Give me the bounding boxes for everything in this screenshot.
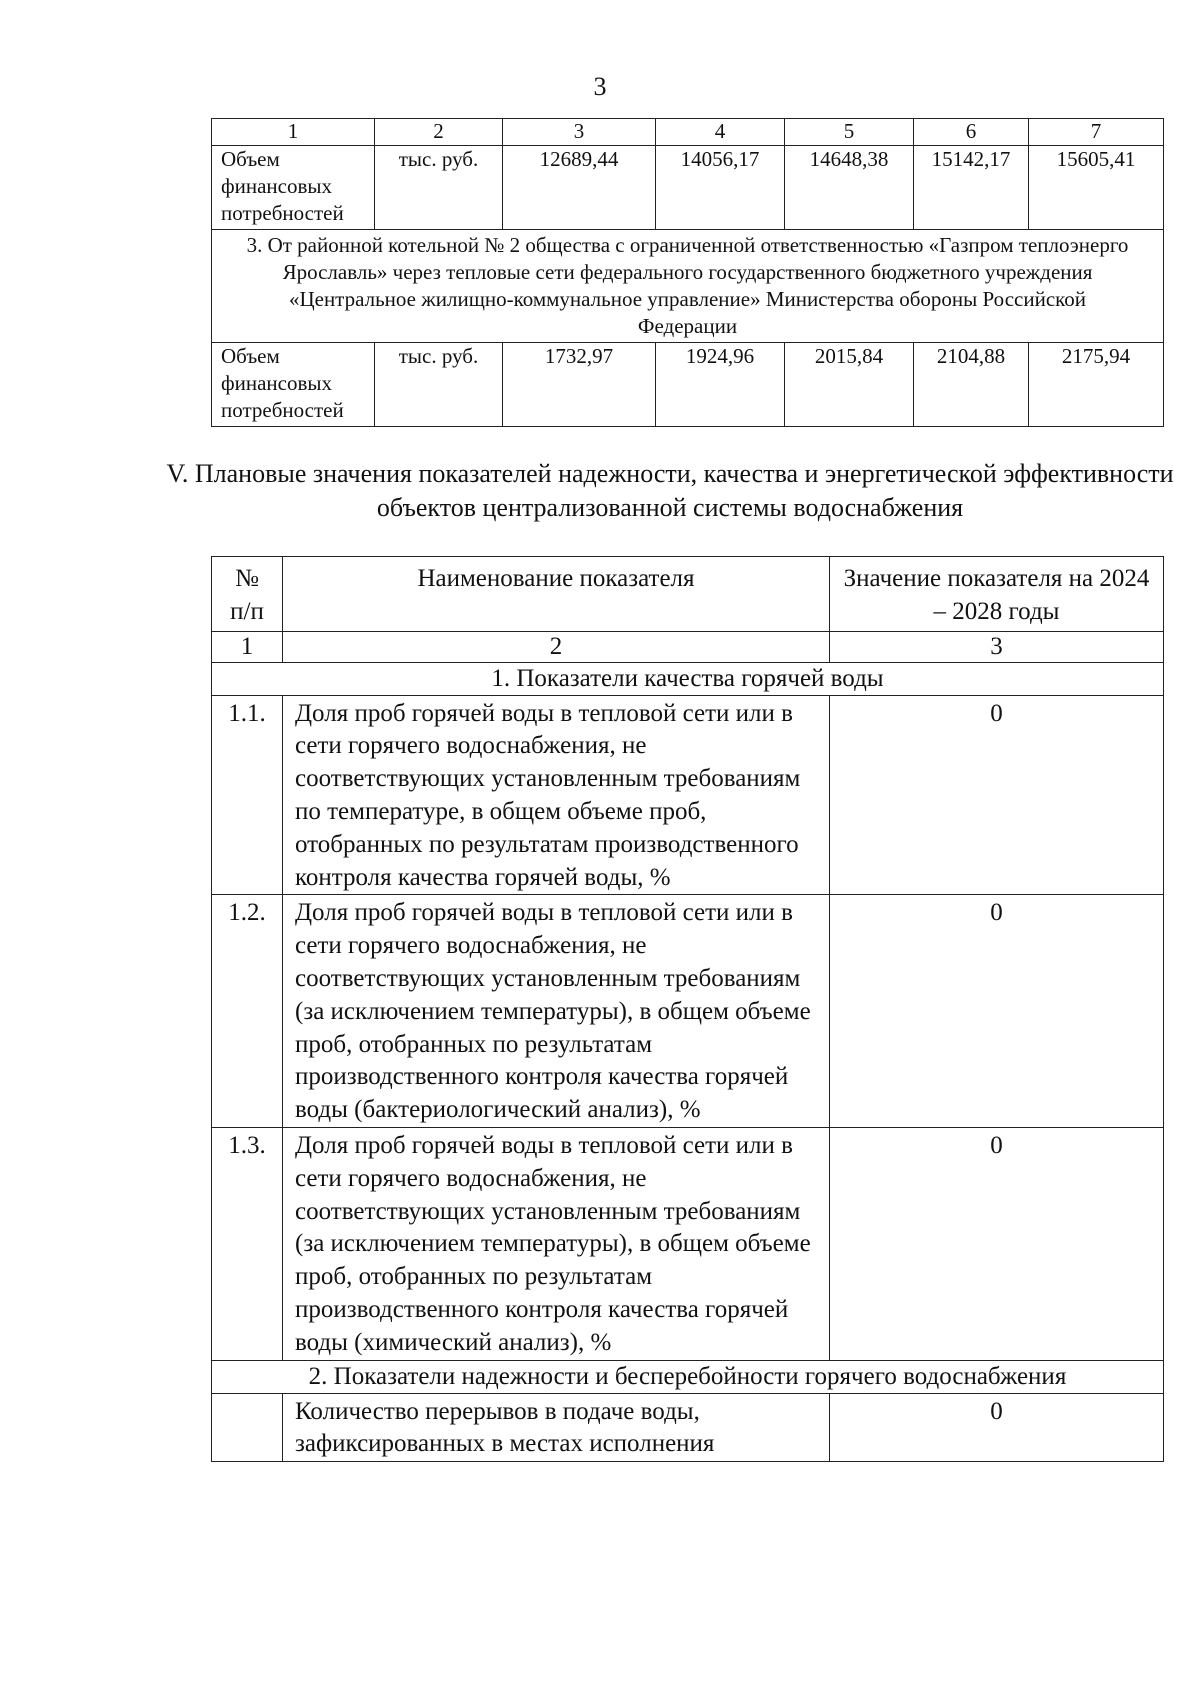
column-number: 6 (914, 119, 1029, 146)
group-title: 2. Показатели надежности и бесперебойности горячего водоснабжения (212, 1360, 1164, 1393)
row-number: 1.1. (212, 695, 283, 895)
column-number: 3 (503, 119, 656, 146)
column-number: 2 (375, 119, 503, 146)
indicator-name: Доля проб горячей воды в тепловой сети или в сети горячего водоснабжения, не соответствующих установленным требованиям по температуре, в общем объеме проб, отобранных по результатам производственного контроля качества горячей воды, % (283, 695, 830, 895)
indicators-table (211, 556, 1164, 1462)
indicator-value: 0 (830, 1393, 1164, 1462)
value-cell: 1732,97 (503, 343, 656, 427)
page-number: 3 (593, 72, 607, 101)
header-value: Значение показателя на 2024 – 2028 годы (830, 557, 1164, 632)
indicator-name: Объем финансовых потребностей (212, 343, 375, 427)
value-cell: 15142,17 (914, 146, 1029, 230)
column-number: 1 (212, 119, 375, 146)
value-cell: 2015,84 (785, 343, 914, 427)
indicator-value: 0 (830, 895, 1164, 1128)
column-number: 3 (830, 631, 1164, 662)
section-title: V. Плановые значения показателей надежности, качества и энергетической эффективности объектов централизованной системы водоснабжения (166, 459, 1174, 522)
header-row (212, 557, 1164, 632)
header-name: Наименование показателя (283, 557, 830, 632)
indicator-value: 0 (830, 1127, 1164, 1360)
value-cell: 15605,41 (1029, 146, 1164, 230)
financial-needs-table (211, 118, 1164, 427)
table-row (212, 1127, 1164, 1360)
header-num: № п/п (212, 557, 283, 632)
column-number: 2 (283, 631, 830, 662)
indicator-name: Доля проб горячей воды в тепловой сети или в сети горячего водоснабжения, не соответствующих установленным требованиям (за исключением температуры), в общем объеме проб, отобранных по результатам производственного контроля качества горячей воды (химический анализ), % (283, 1127, 830, 1360)
value-cell: 14056,17 (656, 146, 785, 230)
row-number: 1.2. (212, 895, 283, 1128)
group-row (212, 662, 1164, 695)
table-row (212, 343, 1164, 427)
column-number-row (212, 631, 1164, 662)
column-number: 7 (1029, 119, 1164, 146)
source-row (212, 230, 1164, 343)
value-cell: 12689,44 (503, 146, 656, 230)
table-row (212, 146, 1164, 230)
column-number-row (212, 119, 1164, 146)
unit-cell: тыс. руб. (375, 343, 503, 427)
value-cell: 2104,88 (914, 343, 1029, 427)
column-number: 4 (656, 119, 785, 146)
value-cell: 14648,38 (785, 146, 914, 230)
value-cell: 2175,94 (1029, 343, 1164, 427)
table-row (212, 695, 1164, 895)
indicator-name: Объем финансовых потребностей (212, 146, 375, 230)
value-cell: 1924,96 (656, 343, 785, 427)
indicator-name: Количество перерывов в подаче воды, зафиксированных в местах исполнения (283, 1393, 830, 1462)
row-number: 1.3. (212, 1127, 283, 1360)
indicator-name: Доля проб горячей воды в тепловой сети или в сети горячего водоснабжения, не соответствующих установленным требованиям (за исключением температуры), в общем объеме проб, отобранных по результатам производственного контроля качества горячей воды (бактериологический анализ), % (283, 895, 830, 1128)
indicator-value: 0 (830, 695, 1164, 895)
table-row (212, 1393, 1164, 1462)
column-number: 1 (212, 631, 283, 662)
table-row (212, 895, 1164, 1128)
group-title: 1. Показатели качества горячей воды (212, 662, 1164, 695)
column-number: 5 (785, 119, 914, 146)
group-row (212, 1360, 1164, 1393)
unit-cell: тыс. руб. (375, 146, 503, 230)
source-description: 3. От районной котельной № 2 общества с ограниченной ответственностью «Газпром теплоэнерго Ярославль» через тепловые сети федерального государственного бюджетного учреждения «Центральное жилищно-коммунальное управление» Министерства обороны Российской Федерации (212, 230, 1164, 343)
row-number (212, 1393, 283, 1462)
